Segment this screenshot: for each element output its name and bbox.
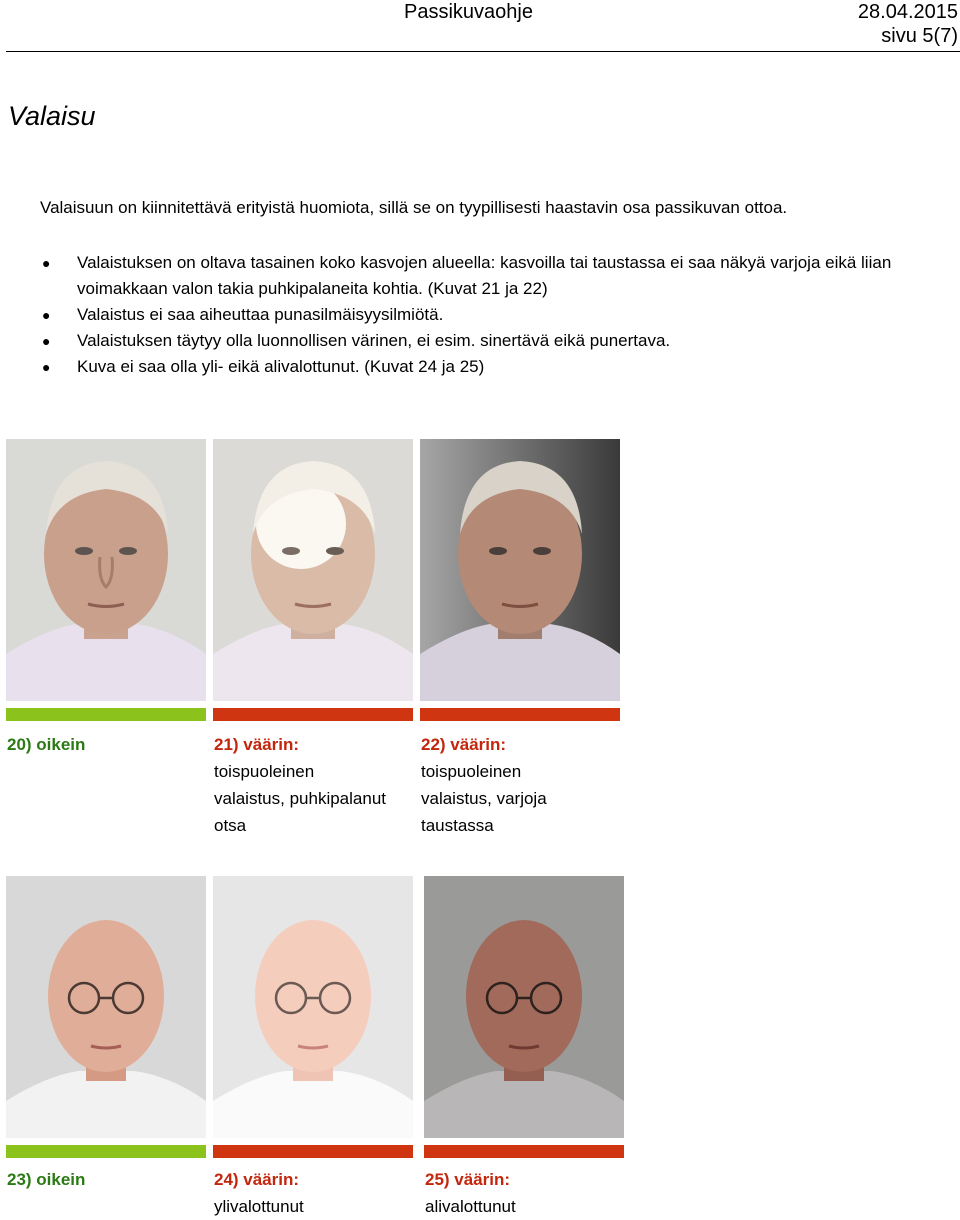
bullet-text: Valaistuksen on oltava tasainen koko kasvojen alueella: kasvoilla tai taustassa ei saa näkyä varjoja eikä liian voimakkaan valon takia puhkipalaneita kohtia. (Kuvat 21 ja 22) bbox=[77, 253, 892, 298]
bullet-list bbox=[0, 250, 960, 380]
caption-title: 21) väärin: bbox=[214, 735, 300, 754]
status-bar-wrong bbox=[424, 1145, 624, 1158]
bullet-item bbox=[0, 328, 960, 354]
portrait-photo-25 bbox=[424, 876, 624, 1138]
portrait-photo-20 bbox=[6, 439, 206, 701]
caption-line: valaistus, puhkipalanut bbox=[214, 789, 387, 808]
caption-25 bbox=[425, 1166, 630, 1220]
caption-line: ylivalottunut bbox=[214, 1197, 304, 1216]
caption-line: toispuoleinen bbox=[421, 762, 522, 781]
caption-line: alivalottunut bbox=[425, 1197, 516, 1216]
portrait-photo-23 bbox=[6, 876, 206, 1138]
header-divider bbox=[6, 51, 960, 52]
caption-title: 22) väärin: bbox=[421, 735, 507, 754]
portrait-photo-24 bbox=[213, 876, 413, 1138]
status-bar-wrong bbox=[213, 708, 413, 721]
status-bar-ok bbox=[6, 1145, 206, 1158]
bullet-text: Kuva ei saa olla yli- eikä alivalottunut. (Kuvat 24 ja 25) bbox=[77, 357, 485, 376]
status-bar-wrong bbox=[420, 708, 620, 721]
caption-23 bbox=[7, 1166, 212, 1193]
portrait-photo-22 bbox=[420, 439, 620, 701]
caption-title: 24) väärin: bbox=[214, 1170, 300, 1189]
caption-line: otsa bbox=[214, 816, 247, 835]
header-date: 28.04.2015 bbox=[857, 1, 958, 23]
bullet-item bbox=[0, 250, 960, 302]
bullet-text: Valaistuksen täytyy olla luonnollisen värinen, ei esim. sinertävä eikä punertava. bbox=[77, 331, 671, 350]
caption-20 bbox=[7, 731, 212, 758]
caption-line: toispuoleinen bbox=[214, 762, 315, 781]
caption-title: 23) oikein bbox=[7, 1170, 86, 1189]
bullet-icon: ● bbox=[42, 255, 51, 271]
header-title: Passikuvaohje bbox=[404, 1, 533, 23]
section-title: Valaisu bbox=[8, 101, 96, 131]
caption-22 bbox=[421, 731, 626, 839]
status-bar-ok bbox=[6, 708, 206, 721]
caption-title: 25) väärin: bbox=[425, 1170, 511, 1189]
portrait-photo-21 bbox=[213, 439, 413, 701]
caption-title: 20) oikein bbox=[7, 735, 86, 754]
bullet-item bbox=[0, 302, 960, 328]
intro-text: Valaisuun on kiinnitettävä erityistä huomiota, sillä se on tyypillisesti haastavin osa passikuvan ottoa. bbox=[40, 198, 788, 217]
status-bar-wrong bbox=[213, 1145, 413, 1158]
bullet-icon: ● bbox=[42, 307, 51, 323]
bullet-text: Valaistus ei saa aiheuttaa punasilmäisyysilmiötä. bbox=[77, 305, 444, 324]
caption-21 bbox=[214, 731, 419, 839]
bullet-item bbox=[0, 354, 960, 380]
caption-line: valaistus, varjoja bbox=[421, 789, 547, 808]
caption-24 bbox=[214, 1166, 419, 1220]
page-number: sivu 5(7) bbox=[881, 25, 958, 47]
caption-line: taustassa bbox=[421, 816, 494, 835]
bullet-icon: ● bbox=[42, 359, 51, 375]
bullet-icon: ● bbox=[42, 333, 51, 349]
